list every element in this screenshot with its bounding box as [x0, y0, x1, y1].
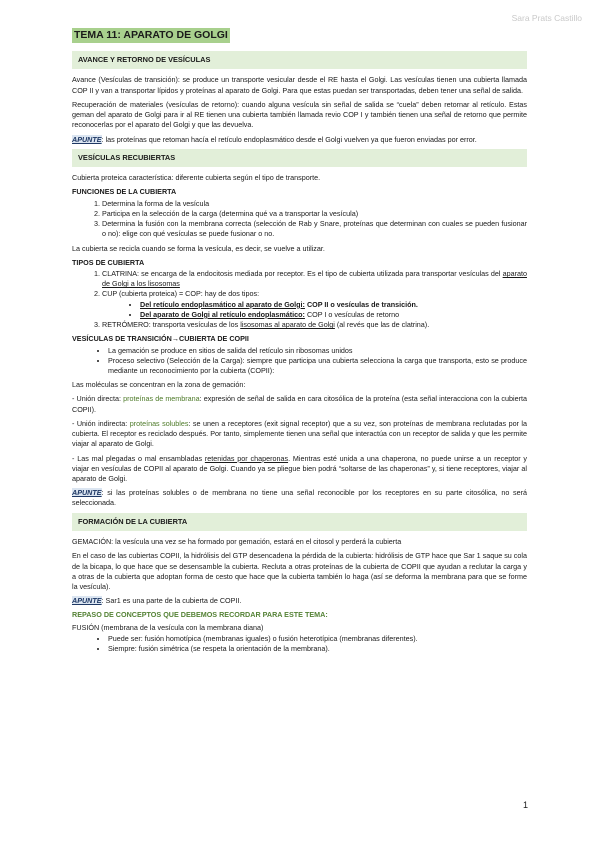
author-watermark: Sara Prats Castillo — [511, 13, 582, 23]
apunte-label: APUNTE — [72, 488, 102, 498]
paragraph-recicla: La cubierta se recicla cuando se forma la vesícula, es decir, se vuelve a utilizar. — [72, 243, 325, 253]
subheading-copii: VESÍCULAS DE TRANSICIÓN→CUBIERTA DE COPII — [72, 334, 249, 344]
apunte-2: APUNTE: si las proteínas solubles o de membrana no tiene una señal reconocible por los receptores en su parte citosólica, no será seleccionada. — [72, 488, 527, 508]
section-heading-formacion: FORMACIÓN DE LA CUBIERTA — [72, 513, 527, 532]
list-item: • Del retículo endoplasmático al aparato de Golgi: COP II o vesículas de transición. — [140, 300, 527, 310]
list-fusion — [72, 634, 527, 654]
paragraph-gemacion: GEMACIÓN: la vesícula una vez se ha formado por gemación, estará en el citosol y perderá la cubierta — [72, 537, 402, 547]
subheading-tipos: TIPOS DE CUBIERTA — [72, 257, 145, 267]
list-copii — [72, 346, 527, 377]
paragraph-copii-hidrolisis: En el caso de las cubiertas COPII, la hidrólisis del GTP desencadena la pérdida de la cubierta: hidrólisis de GTP hace que Sar 1 saque su cola de la bicapa, lo que hace que se desensamble la cubierta. Recluta a otras proteínas de la cubierta de COPII que ayudan a reclutar la carga y a otras de la cubierta que adoptan forma de cesto que hace que la cubierta también lo haga (así se deforma la membrana para que se forme la vesícula). — [72, 551, 527, 591]
document-page — [72, 28, 527, 658]
list-item: 3. Determina la fusión con la membrana correcta (selección de Rab y Snare, proteínas que determinan con cuales se pueden fusionar o no): elige con qué vesículas se puede fusionar o no. — [102, 219, 527, 239]
document-title: TEMA 11: APARATO DE GOLGI — [74, 29, 228, 41]
apunte-1: APUNTE: las proteínas que retoman hacía el retículo endoplasmático desde el Golgi vuelven ya que fueron enviadas por error. — [72, 134, 477, 144]
list-item: • La gemación se produce en sitios de salida del retículo sin ribosomas unidos — [108, 346, 527, 356]
paragraph-union-directa: - Unión directa: proteínas de membrana: expresión de señal de salida en cara citosólica de la proteína (esta señal interacciona con la cubierta COPII). — [72, 394, 528, 414]
list-tipos — [72, 269, 527, 330]
paragraph-mal-plegadas: - Las mal plegadas o mal ensambladas retenidas por chaperonas. Mientras esté unida a una chaperona, no puede unirse a un receptor y viajar en vesículas de COPII al aparato de Golgi. Cuando ya se pliegue bien podrá “soltarse de las chaperonas” y, si tiene receptores, viajar al aparato de Golgi. — [72, 453, 528, 483]
section-heading-vesiculas: VESÍCULAS RECUBIERTAS — [72, 149, 527, 168]
list-cup-types — [102, 300, 527, 320]
paragraph-moleculas: Las moléculas se concentran en la zona de gemación: — [72, 380, 246, 390]
section-heading-avance: AVANCE Y RETORNO DE VESÍCULAS — [72, 51, 527, 70]
list-item: • Siempre: fusión simétrica (se respeta la orientación de la membrana). — [108, 644, 527, 654]
list-item: • Del aparato de Golgi al retículo endoplasmático: COP I o vesículas de retorno — [140, 310, 527, 320]
list-item-retromero: 3. RETRÓMERO: transporta vesículas de los lisosomas al aparato de Golgi (al revés que las de clatrina). — [102, 320, 527, 330]
list-funciones — [72, 199, 527, 240]
paragraph-avance: Avance (Vesículas de transición): se produce un transporte vesicular desde el RE hasta el Golgi. Las vesículas tienen una cubierta llamada COP II y van a transportar lípidos y proteínas al aparato de Golgi. Para que estas puedan ser transportadas, deben tener una señal de salida. — [72, 75, 527, 95]
apunte-label: APUNTE — [72, 134, 102, 144]
paragraph-union-indirecta: - Unión indirecta: proteínas solubles: se unen a receptores (exit signal receptor) que a su vez, son proteínas de membrana reclutadas por la cubierta. El receptor es reciclado después. Por tanto, simplemente tienen una señal que interactúa con un receptor de salida y que les permite viajar al aparato de Golgi. — [72, 418, 527, 449]
list-item: • Proceso selectivo (Selección de la Carga): siempre que participa una cubierta selecciona la carga que transporta, esto se produce mediante un reconocimiento por la cubierta (COPII): — [108, 356, 527, 376]
repaso-heading: REPASO DE CONCEPTOS QUE DEBEMOS RECORDAR PARA ESTE TEMA: — [72, 610, 328, 620]
page-number: 1 — [522, 800, 528, 811]
paragraph-fusion: FUSIÓN (membrana de la vesícula con la membrana diana) — [72, 622, 264, 632]
paragraph-cubierta-intro: Cubierta proteica característica: diferente cubierta según el tipo de transporte. — [72, 173, 321, 183]
apunte-3: APUNTE: Sar1 es una parte de la cubierta de COPII. — [72, 596, 242, 606]
list-item-clatrina: 1. CLATRINA: se encarga de la endocitosis mediada por receptor. Es el tipo de cubierta utilizada para transportar vesículas del aparato de Golgi a los lisosomas — [102, 269, 527, 289]
list-item: 1. Determina la forma de la vesícula — [102, 199, 527, 209]
subheading-funciones: FUNCIONES DE LA CUBIERTA — [72, 187, 177, 197]
list-item: • Puede ser: fusión homotípica (membranas iguales) o fusión heterotípica (membranas diferentes). — [108, 634, 527, 644]
paragraph-recuperacion: Recuperación de materiales (vesículas de retorno): cuando alguna vesícula sin señal de salida se “cuela” deben retornar al retículo. Estas geman del aparato de Golgi para ir al RE tienen una cubierta también llamada revio COP I y también tienen una señal de retorno que permite reconocerlas por el aparato del Golgi y que las devuelva. — [72, 99, 527, 130]
list-item: 2. Participa en la selección de la carga (determina qué va a transportar la vesícula) — [102, 209, 527, 219]
apunte-label: APUNTE — [72, 596, 102, 606]
list-item-cup: 2. CUP (cubierta proteica) = COP: hay de dos tipos: • Del retículo endoplasmático al aparato de Golgi: COP II o vesículas de transición. • Del aparato de Golgi al retículo endoplasmático: COP I o vesículas de retorno — [102, 289, 527, 320]
